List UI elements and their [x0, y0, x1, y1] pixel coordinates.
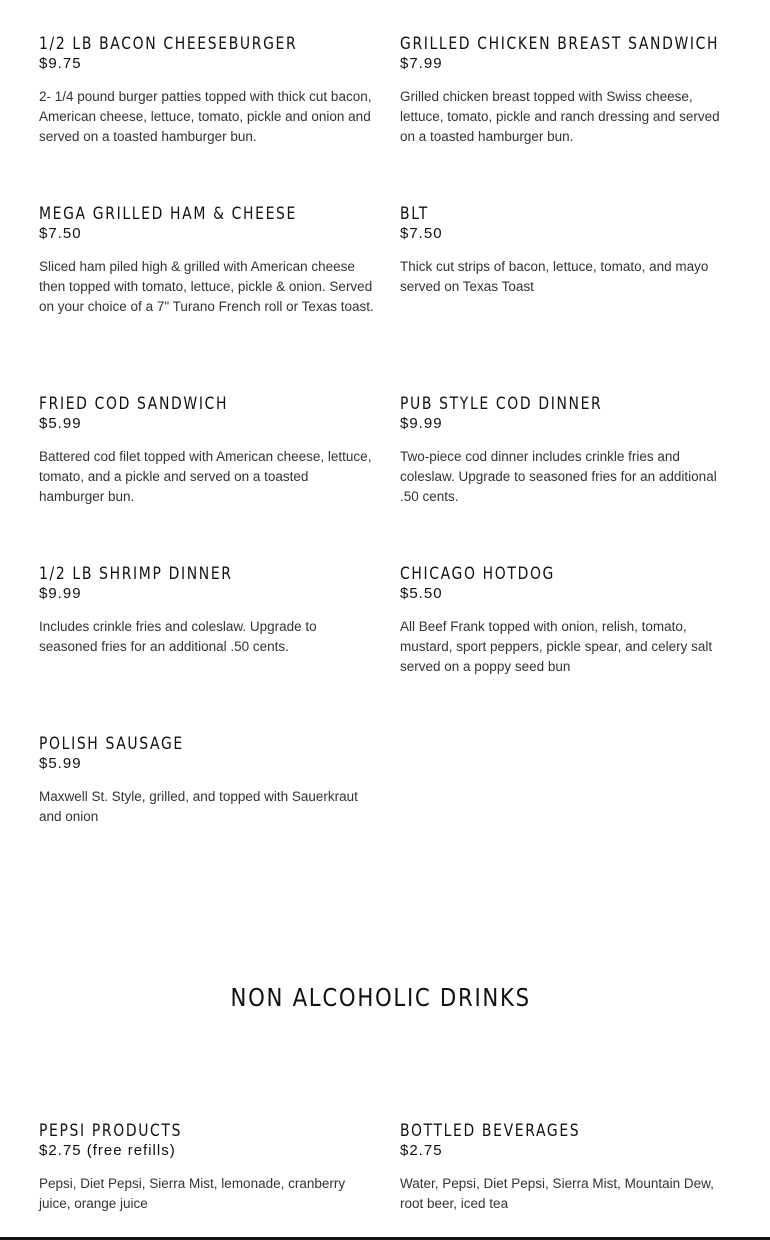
menu-item-polish-sausage [39, 734, 374, 827]
item-price: $2.75 [400, 1142, 443, 1159]
menu-item-pub-style-cod-dinner [400, 394, 735, 507]
item-name: 1/2 LB BACON CHEESEBURGER [39, 34, 298, 54]
item-description: All Beef Frank topped with onion, relish, tomato, mustard, sport peppers, pickle spear, and celery salt served on a poppy seed bun [400, 619, 713, 674]
item-description: Grilled chicken breast topped with Swiss cheese, lettuce, tomato, pickle and ranch dressing and served on a toasted hamburger bun. [400, 89, 720, 144]
item-name: POLISH SAUSAGE [39, 734, 184, 754]
item-description: 2- 1/4 pound burger patties topped with thick cut bacon, American cheese, lettuce, tomato, pickle and onion and served on a toasted hamburger bun. [39, 89, 372, 144]
item-name: CHICAGO HOTDOG [400, 564, 556, 584]
item-price: $5.50 [400, 585, 443, 602]
item-description: Pepsi, Diet Pepsi, Sierra Mist, lemonade, cranberry juice, orange juice [39, 1176, 346, 1211]
menu-item-fried-cod-sandwich [39, 394, 374, 507]
item-name: FRIED COD SANDWICH [39, 394, 229, 414]
item-price: $2.75 (free refills) [39, 1142, 176, 1159]
item-name: MEGA GRILLED HAM & CHEESE [39, 204, 297, 224]
item-description: Battered cod filet topped with American cheese, lettuce, tomato, and a pickle and served on a toasted hamburger bun. [39, 449, 372, 504]
item-name: GRILLED CHICKEN BREAST SANDWICH [400, 34, 720, 54]
item-name: BLT [400, 204, 429, 224]
item-price: $7.50 [400, 225, 443, 242]
item-price: $5.99 [39, 755, 82, 772]
menu-item-bacon-cheeseburger [39, 34, 374, 147]
item-price: $9.99 [400, 415, 443, 432]
item-description: Maxwell St. Style, grilled, and topped with Sauerkraut and onion [39, 789, 358, 824]
menu-item-pepsi-products [39, 1121, 374, 1214]
section-title-non-alcoholic-drinks [0, 983, 762, 1013]
item-price: $7.99 [400, 55, 443, 72]
menu-item-bottled-beverages [400, 1121, 735, 1214]
item-name: 1/2 LB SHRIMP DINNER [39, 564, 233, 584]
menu-item-chicago-hotdog [400, 564, 735, 677]
menu-item-mega-grilled-ham-cheese [39, 204, 374, 317]
item-price: $9.75 [39, 55, 82, 72]
item-description: Two-piece cod dinner includes crinkle fries and coleslaw. Upgrade to seasoned fries for an additional .50 cents. [400, 449, 717, 504]
item-description: Sliced ham piled high & grilled with American cheese then topped with tomato, lettuce, pickle & onion. Served on your choice of a 7" Turano French roll or Texas toast. [39, 259, 374, 314]
item-price: $9.99 [39, 585, 82, 602]
menu-item-shrimp-dinner [39, 564, 374, 657]
item-price: $5.99 [39, 415, 82, 432]
menu-item-grilled-chicken-sandwich [400, 34, 735, 147]
item-name: PUB STYLE COD DINNER [400, 394, 603, 414]
item-name: PEPSI PRODUCTS [39, 1121, 183, 1141]
menu-item-blt [400, 204, 735, 297]
item-description: Includes crinkle fries and coleslaw. Upgrade to seasoned fries for an additional .50 cents. [39, 619, 317, 654]
item-description: Water, Pepsi, Diet Pepsi, Sierra Mist, Mountain Dew, root beer, iced tea [400, 1176, 714, 1211]
section-title-text: NON ALCOHOLIC DRINKS [230, 983, 532, 1012]
item-name: BOTTLED BEVERAGES [400, 1121, 581, 1141]
item-price: $7.50 [39, 225, 82, 242]
item-description: Thick cut strips of bacon, lettuce, tomato, and mayo served on Texas Toast [400, 259, 709, 294]
